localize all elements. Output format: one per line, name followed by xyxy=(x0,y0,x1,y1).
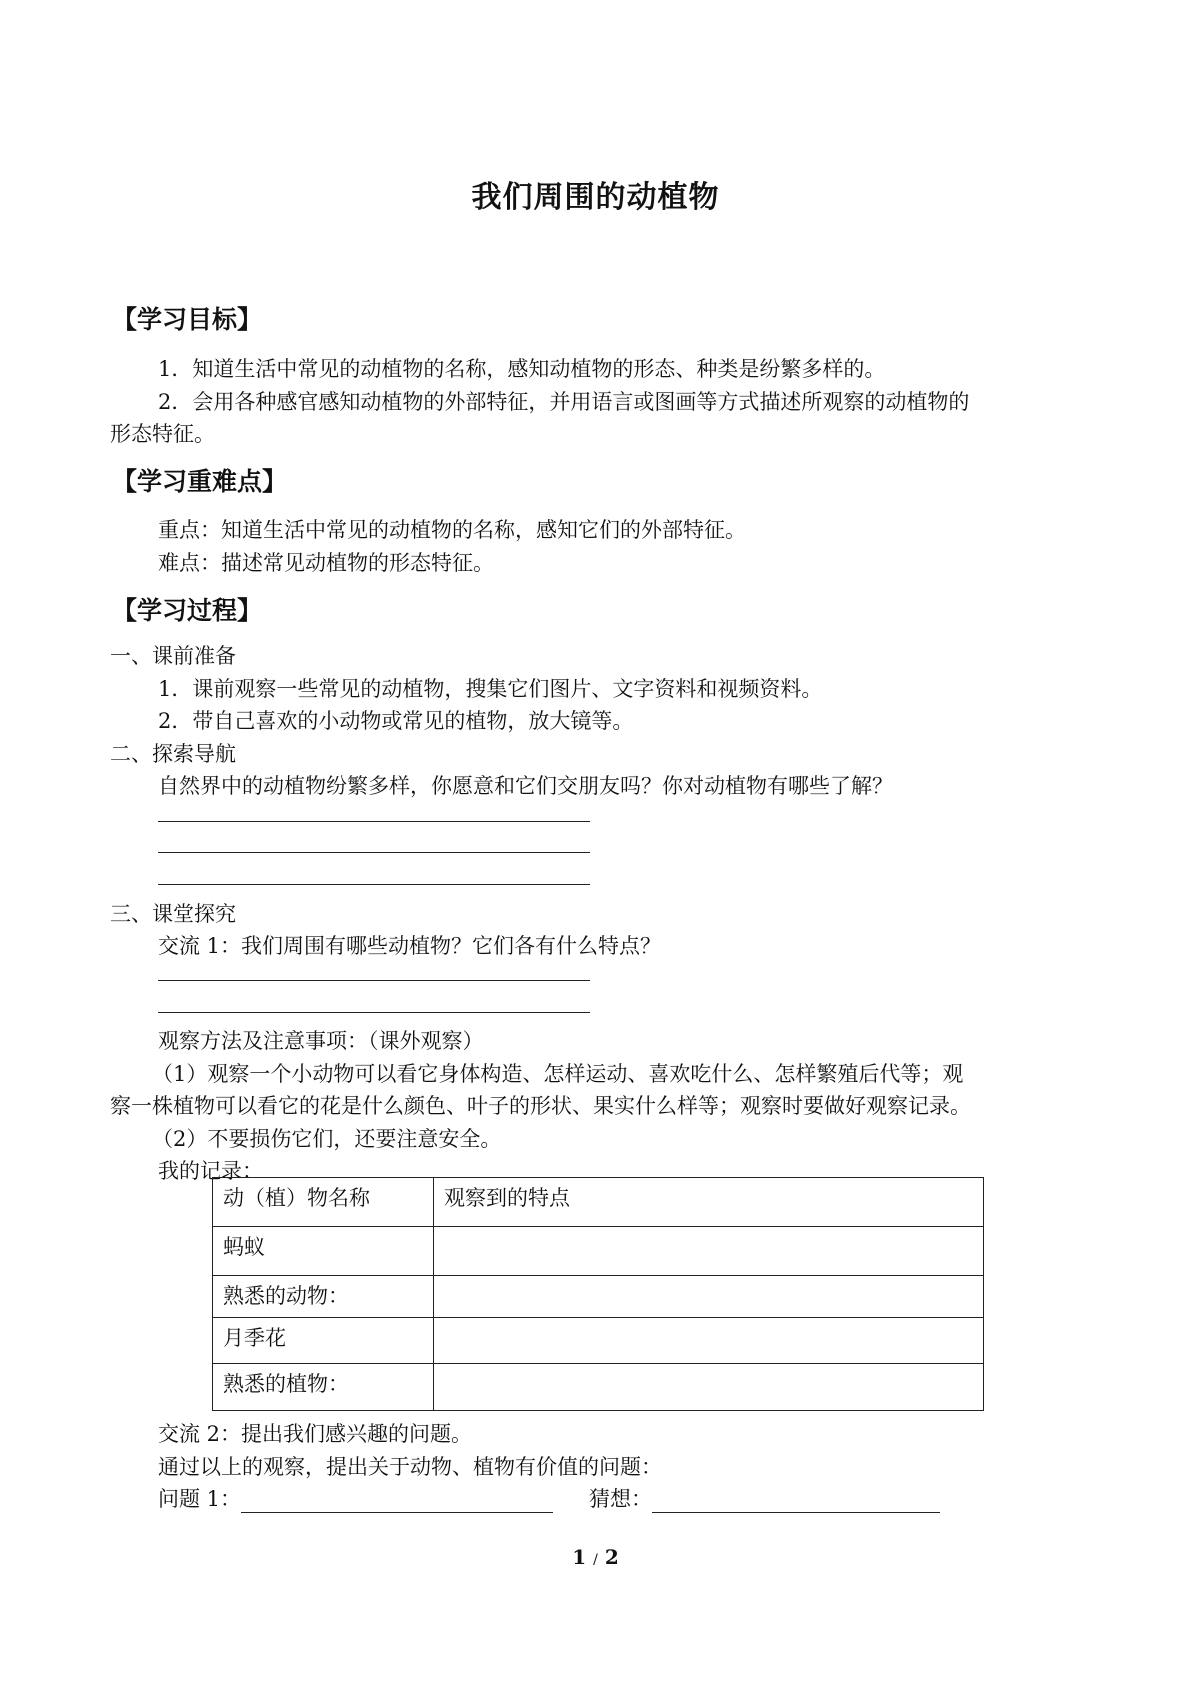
part1-title: 一、课前准备 xyxy=(110,644,236,668)
page-separator: / xyxy=(593,1552,598,1568)
table-row-name: 月季花 xyxy=(213,1318,434,1364)
method-item-2: （2）不要损伤它们，还要注意安全。 xyxy=(152,1127,502,1151)
page-title: 我们周围的动植物 xyxy=(471,180,720,215)
exchange1-question: 交流 1：我们周围有哪些动植物？它们各有什么特点？ xyxy=(158,934,662,958)
goals-heading: 【学习目标】 xyxy=(112,305,263,334)
part2-title: 二、探索导航 xyxy=(110,742,236,766)
table-row xyxy=(213,1276,984,1318)
part2-question: 自然界中的动植物纷繁多样，你愿意和它们交朋友吗？你对动植物有哪些了解？ xyxy=(158,774,893,798)
answer-blank-line[interactable] xyxy=(158,1012,590,1013)
table-row xyxy=(213,1318,984,1364)
table-row-input[interactable] xyxy=(434,1318,984,1364)
part1-item: 2．带自己喜欢的小动物或常见的植物，放大镜等。 xyxy=(158,709,634,733)
page-total: 2 xyxy=(604,1545,619,1569)
part1-item: 1．课前观察一些常见的动植物，搜集它们图片、文字资料和视频资料。 xyxy=(158,677,823,701)
goal-item: 2．会用各种感官感知动植物的外部特征，并用语言或图画等方式描述所观察的动植物的 xyxy=(158,390,970,414)
method-item-1-continued: 察一株植物可以看它的花是什么颜色、叶子的形状、果实什么样等；观察时要做好观察记录。 xyxy=(110,1094,971,1118)
page-number xyxy=(0,1545,1191,1569)
table-row-input[interactable] xyxy=(434,1276,984,1318)
question-label: 问题 1： xyxy=(158,1487,242,1511)
table-row-input[interactable] xyxy=(434,1364,984,1411)
guess-label: 猜想： xyxy=(589,1487,653,1511)
table-header-cell: 动（植）物名称 xyxy=(213,1178,434,1227)
answer-blank-line[interactable] xyxy=(158,821,590,822)
goal-item: 1．知道生活中常见的动植物的名称，感知动植物的形态、种类是纷繁多样的。 xyxy=(158,357,886,381)
exchange2-title: 交流 2：提出我们感兴趣的问题。 xyxy=(158,1422,473,1446)
table-header-row xyxy=(213,1178,984,1227)
table-row-name: 熟悉的动物： xyxy=(213,1276,434,1318)
record-label: 我的记录： xyxy=(158,1159,263,1183)
question-row xyxy=(158,1483,940,1513)
question-prompt: 通过以上的观察，提出关于动物、植物有价值的问题： xyxy=(158,1455,662,1479)
key-points-heading: 【学习重难点】 xyxy=(112,467,288,496)
table-row xyxy=(213,1364,984,1411)
answer-blank-line[interactable] xyxy=(158,852,590,853)
goal-item-continued: 形态特征。 xyxy=(110,422,215,446)
table-row-name: 蚂蚁 xyxy=(213,1227,434,1276)
method-item-1: （1）观察一个小动物可以看它身体构造、怎样运动、喜欢吃什么、怎样繁殖后代等；观 xyxy=(152,1062,964,1086)
observation-record-table xyxy=(212,1177,984,1411)
table-row-input[interactable] xyxy=(434,1227,984,1276)
key-point-item: 重点：知道生活中常见的动植物的名称，感知它们的外部特征。 xyxy=(158,518,746,542)
answer-blank-line[interactable] xyxy=(158,980,590,981)
table-row xyxy=(213,1227,984,1276)
process-heading: 【学习过程】 xyxy=(112,596,263,625)
part3-title: 三、课堂探究 xyxy=(110,902,236,926)
table-header-cell: 观察到的特点 xyxy=(434,1178,984,1227)
guess-answer-blank[interactable] xyxy=(652,1490,940,1513)
question-answer-blank[interactable] xyxy=(241,1490,553,1513)
page-current: 1 xyxy=(572,1545,587,1569)
answer-blank-line[interactable] xyxy=(158,884,590,885)
table-row-name: 熟悉的植物： xyxy=(213,1364,434,1411)
difficult-point-item: 难点：描述常见动植物的形态特征。 xyxy=(158,551,494,575)
method-title: 观察方法及注意事项：（课外观察） xyxy=(158,1029,484,1053)
